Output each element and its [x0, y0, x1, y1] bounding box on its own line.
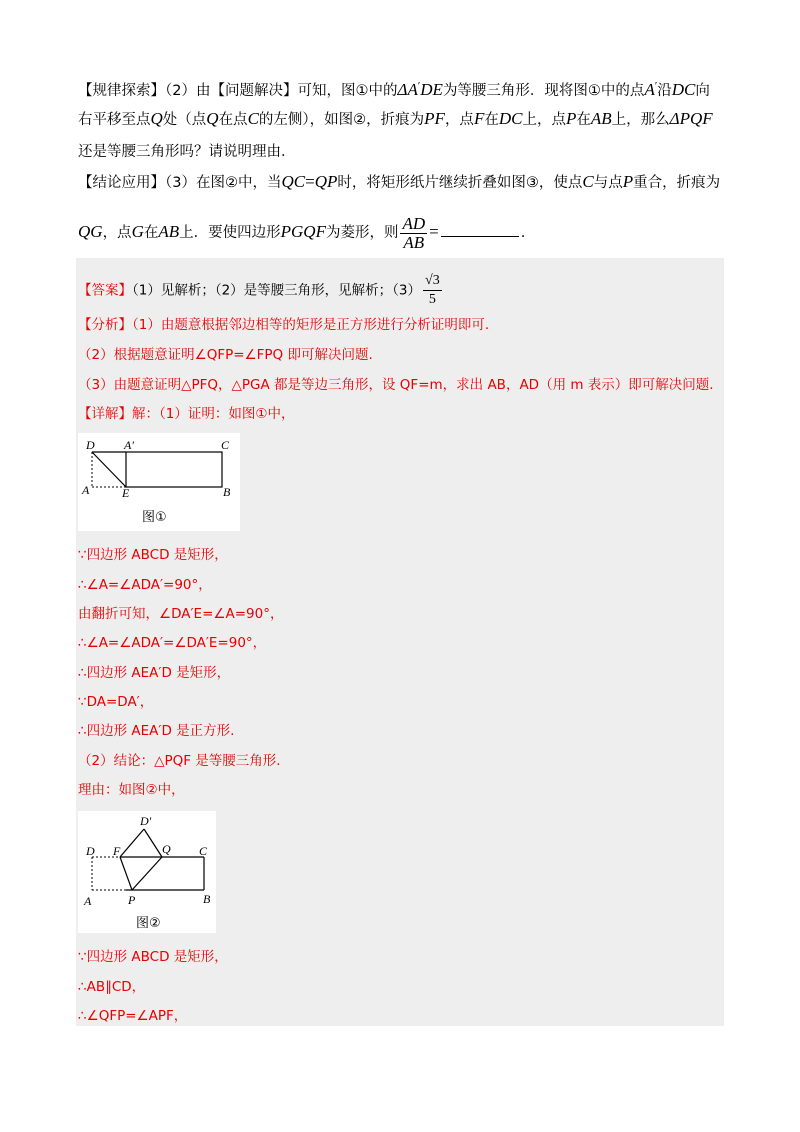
label-A-prime: A′ [124, 438, 134, 452]
answer-fraction [423, 272, 442, 309]
label-B: B [223, 485, 231, 499]
figure-2-caption: 图② [136, 916, 161, 931]
math: = [429, 222, 439, 241]
text: 重合，折痕为 [633, 175, 721, 191]
math: C [582, 172, 594, 191]
text: 上，那么 [611, 112, 670, 128]
step-10: ∵四边形 ABCD 是矩形， [78, 949, 228, 965]
text: . [520, 225, 526, 241]
text: （2）由 [165, 82, 211, 99]
math: = [305, 172, 315, 191]
problem-part3-line1 [78, 172, 720, 193]
figure-1-diagram [78, 433, 240, 531]
math: QP [314, 172, 338, 191]
step-4: ∴∠A=∠ADA′=∠DA′E=90°， [78, 635, 267, 651]
text: 可知，图①中的 [297, 82, 398, 99]
step-7: ∴四边形 AEA′D 是正方形. [78, 723, 235, 739]
math: ΔA [397, 79, 418, 99]
text: 为菱形，则 [325, 225, 399, 241]
detail-line-1 [78, 405, 294, 423]
label-Q: Q [162, 842, 171, 856]
step-12: ∴∠QFP=∠APF， [78, 1008, 188, 1024]
text: 上．要使四边形 [179, 225, 281, 241]
math: PF [424, 109, 445, 128]
math: AB [590, 109, 612, 128]
fraction-denominator: AB [403, 232, 425, 252]
math: AB [158, 222, 180, 241]
step-5: ∴四边形 AEA′D 是矩形， [78, 665, 231, 681]
math: P [565, 109, 577, 128]
math: Q [150, 109, 163, 128]
label-F: F [113, 844, 121, 858]
label-A: A [84, 894, 92, 908]
step-6: ∵DA=DA′， [78, 694, 154, 710]
math: Q [206, 109, 219, 128]
problem-part2-line3: 还是等腰三角形吗？请说明理由． [78, 144, 296, 160]
answer-line [78, 272, 444, 309]
math: P [622, 172, 634, 191]
step-3: 由翻折可知，∠DA′E=∠A=90°， [78, 606, 284, 622]
analysis-line-2: （2）根据题意证明∠QFP=∠FPQ 即可解决问题. [78, 347, 373, 363]
step-1: ∵四边形 ABCD 是矩形， [78, 547, 228, 563]
text: 右平移至点 [78, 112, 151, 128]
text: 时，将矩形纸片继续折叠如图③，使点 [337, 175, 583, 191]
answer-tag: 【答案】 [78, 282, 132, 299]
text: （1）由题意根据邻边相等的矩形是正方形进行分析证明即可. [132, 317, 490, 333]
label-B: B [203, 892, 211, 906]
math: ΔPQF [669, 109, 713, 128]
analysis-line-1 [78, 316, 489, 334]
math: DC [671, 79, 696, 99]
math: A [644, 79, 655, 99]
label-C: C [221, 438, 230, 452]
text: 上，点 [522, 112, 566, 128]
text: ，点 [444, 112, 474, 128]
text: 在点 [218, 112, 248, 128]
fraction-ad-ab [400, 215, 427, 252]
label-P: P [128, 893, 136, 907]
figure-2-diagram [78, 811, 216, 933]
text: 与点 [593, 175, 623, 191]
section-tag: 【结论应用】 [78, 175, 165, 191]
label-C: C [199, 844, 208, 858]
problem-part3-line2 [78, 212, 525, 253]
fraction-numerator: √3 [423, 272, 442, 291]
math: DE [420, 79, 443, 99]
answer-text: （1）见解析；（2）是等腰三角形，见解析；（3） [132, 282, 422, 299]
figure-2 [78, 811, 216, 933]
text: 处（点 [162, 112, 207, 128]
step-8: （2）结论：△PQF 是等腰三角形. [78, 753, 281, 769]
math: DC [498, 109, 523, 128]
text: 为等腰三角形．现将图①中的点 [442, 82, 645, 99]
step-2: ∴∠A=∠ADA′=90°， [78, 577, 212, 593]
math: G [131, 222, 144, 241]
text: 的左侧），如图②，折痕为 [258, 112, 425, 128]
math: C [247, 109, 259, 128]
text: 在 [576, 112, 591, 128]
figure-1-caption: 图① [142, 510, 167, 525]
math: QG [78, 222, 103, 241]
text: 向 [695, 82, 710, 99]
fraction-denominator: 5 [428, 292, 436, 307]
text: 解：（1）证明：如图①中， [132, 406, 295, 422]
step-9: 理由：如图②中， [78, 782, 185, 798]
label-D: D [86, 844, 95, 858]
text: 沿 [657, 82, 672, 99]
analysis-tag: 【分析】 [78, 317, 132, 333]
problem-part2-line2 [78, 109, 713, 130]
step-11: ∴AB∥CD， [78, 979, 146, 995]
section-tag: 【规律探索】 [78, 82, 165, 99]
math-sup: ′ [654, 80, 658, 92]
label-A: A [82, 483, 90, 497]
math: PGQF [280, 222, 326, 241]
answer-blank [441, 222, 519, 237]
detail-tag: 【详解】 [78, 406, 132, 422]
problem-part2-line1 [78, 76, 710, 101]
math-sup: ′ [417, 80, 421, 92]
section-tag: 【问题解决】 [210, 82, 298, 99]
text: （3）在图②中，当 [165, 175, 282, 191]
label-D: D [86, 438, 95, 452]
label-D-prime: D′ [140, 814, 152, 828]
analysis-line-3: （3）由题意证明△PFQ，△PGA 都是等边三角形，设 QF=m，求出 AB，AD（用 m 表示）即可解决问题. [78, 377, 714, 393]
text: 在 [143, 225, 159, 241]
math: QC [281, 172, 306, 191]
label-E: E [122, 486, 130, 500]
text: ，点 [102, 225, 132, 241]
math: F [473, 109, 485, 128]
figure-1 [78, 433, 240, 531]
text: 在 [484, 112, 499, 128]
fraction-numerator: AD [402, 213, 426, 233]
